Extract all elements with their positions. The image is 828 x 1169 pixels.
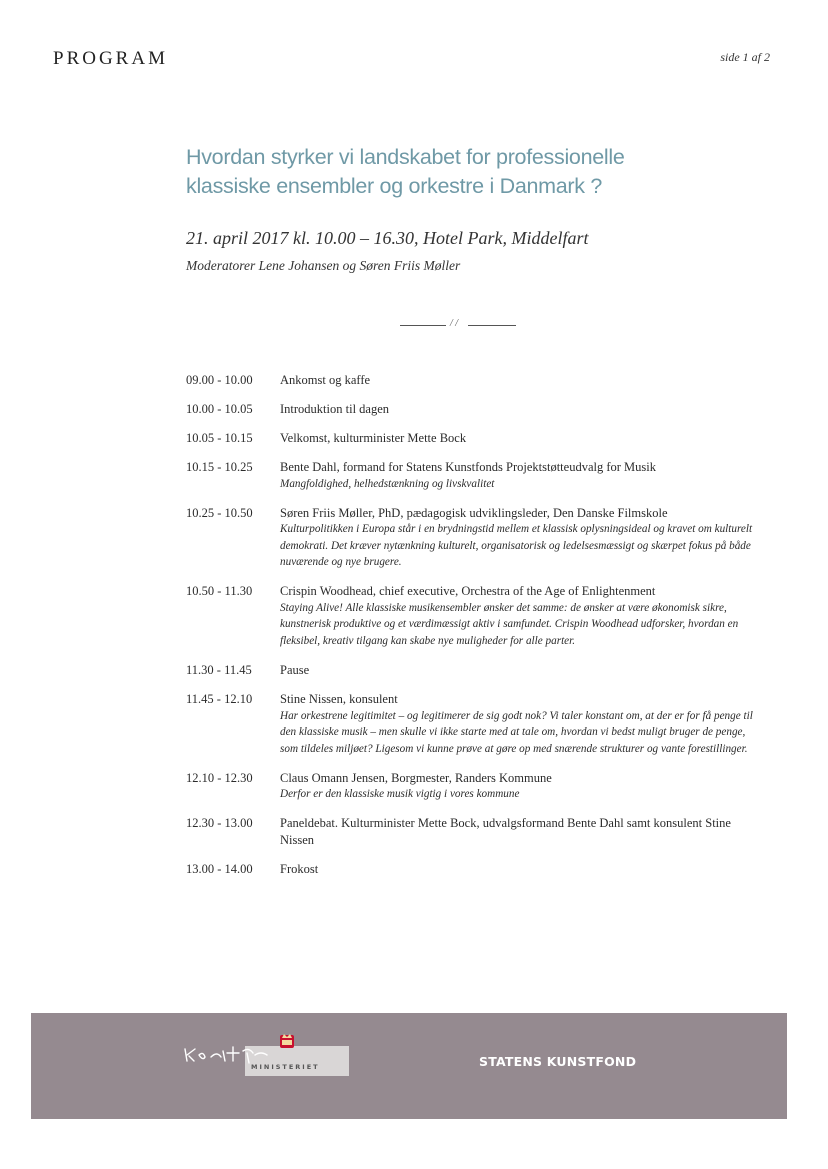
schedule-item-title: Crispin Woodhead, chief executive, Orchestra of the Age of Enlightenment — [280, 584, 656, 599]
schedule-row — [186, 583, 766, 649]
schedule-item-title: Claus Omann Jensen, Borgmester, Randers Kommune — [280, 770, 552, 785]
schedule-content — [280, 430, 766, 447]
schedule-row — [186, 459, 766, 492]
schedule-item-description: Staying Alive! Alle klassiske musikensembler ønsker det samme: de ønsker at være økonomisk sikre, kunstnerisk produktive og et værdimæssigt aktiv i samfundet. Crispin Woodhead udforsker, hvordan en fleksibel, kreativ tilgang kan skabe nye muligheder for alle parter. — [280, 601, 739, 647]
schedule-content — [280, 662, 766, 679]
document-header-label: PROGRAM — [53, 48, 168, 69]
ministry-logo — [181, 1043, 349, 1077]
schedule-time: 10.05 - 10.15 — [186, 431, 253, 446]
schedule-content — [280, 770, 766, 803]
schedule-item-title: Ankomst og kaffe — [280, 373, 371, 387]
title-line-2: klassiske ensembler og orkestre i Danmark ? — [186, 174, 603, 198]
schedule-item-description: Har orkestrene legitimitet – og legitimerer de sig godt nok? Vi taler konstant om, at der er for få penge til den klassiske musik – men skulle vi ikke starte med at tale om, hvordan vi bedst muligt bruger de penge, som tildeles miljøet? Ligesom vi kunne prøve at gøre op med snærende strukturer og vante forestillinger. — [280, 709, 753, 755]
ministry-word: MINISTERIET — [251, 1063, 320, 1071]
schedule-item-title: Pause — [280, 663, 310, 678]
statens-kunstfond-logo: STATENS KUNSTFOND — [479, 1054, 637, 1069]
title-line-1: Hvordan styrker vi landskabet for professionelle — [186, 145, 625, 169]
schedule-row — [186, 662, 766, 679]
page-title — [186, 143, 776, 201]
section-divider — [400, 318, 516, 332]
schedule-item-title: Paneldebat. Kulturminister Mette Bock, udvalgsformand Bente Dahl samt konsulent Stine Nissen — [280, 816, 731, 847]
schedule-item-title: Frokost — [280, 861, 319, 876]
schedule-time: 13.00 - 14.00 — [186, 861, 253, 876]
schedule-content — [280, 815, 766, 848]
schedule-content — [280, 505, 766, 571]
schedule-item-description: Derfor er den klassiske musik vigtig i vores kommune — [280, 788, 520, 801]
schedule-item-title: Bente Dahl, formand for Statens Kunstfonds Projektstøtteudvalg for Musik — [280, 460, 656, 475]
footer-band — [31, 1013, 787, 1119]
schedule-time: 10.15 - 10.25 — [186, 460, 253, 475]
schedule-content — [280, 401, 766, 418]
schedule-content — [280, 861, 766, 878]
schedule-time: 10.50 - 11.30 — [186, 584, 253, 599]
schedule-time: 09.00 - 10.00 — [186, 373, 253, 387]
schedule-content — [280, 372, 766, 389]
schedule-row — [186, 770, 766, 803]
divider-line-right — [468, 325, 516, 326]
schedule-time: 11.45 - 12.10 — [186, 692, 253, 707]
schedule-row — [186, 505, 766, 571]
schedule-time: 11.30 - 11.45 — [186, 663, 252, 678]
schedule-item-title: Stine Nissen, konsulent — [280, 692, 398, 707]
page-counter: side 1 af 2 — [720, 50, 770, 64]
schedule-content — [280, 691, 766, 757]
schedule-item-description: Mangfoldighed, helhedstænkning og livskvalitet — [280, 477, 495, 490]
schedule-row — [186, 372, 766, 389]
schedule-content — [280, 583, 766, 649]
schedule-item-title: Introduktion til dagen — [280, 402, 390, 417]
schedule-row — [186, 691, 766, 757]
divider-line-left — [400, 325, 446, 326]
schedule-time: 10.00 - 10.05 — [186, 402, 253, 417]
schedule-content — [280, 459, 766, 492]
schedule-item-title: Velkomst, kulturminister Mette Bock — [280, 431, 467, 446]
schedule-row — [186, 861, 766, 878]
schedule-item-title: Søren Friis Møller, PhD, pædagogisk udviklingsleder, Den Danske Filmskole — [280, 505, 668, 520]
schedule-time: 12.30 - 13.00 — [186, 816, 253, 831]
schedule-row — [186, 815, 766, 848]
divider-mark: / / — [450, 318, 459, 329]
schedule-list — [186, 372, 766, 877]
schedule-time: 12.10 - 12.30 — [186, 770, 253, 785]
crown-icon — [279, 1029, 295, 1049]
schedule-row — [186, 401, 766, 418]
event-moderators: Moderatorer Lene Johansen og Søren Friis Møller — [186, 258, 461, 273]
schedule-item-description: Kulturpolitikken i Europa står i en brydningstid mellem et klassisk oplysningsideal og kravet om kulturelt demokrati. Det kræver nytænkning kulturelt, organisatorisk og ledelsesmæssigt og skærpet fokus på både nuværende og nye brugere. — [280, 523, 753, 569]
schedule-time: 10.25 - 10.50 — [186, 505, 253, 520]
event-dateline: 21. april 2017 kl. 10.00 – 16.30, Hotel Park, Middelfart — [186, 228, 589, 248]
schedule-row — [186, 430, 766, 447]
